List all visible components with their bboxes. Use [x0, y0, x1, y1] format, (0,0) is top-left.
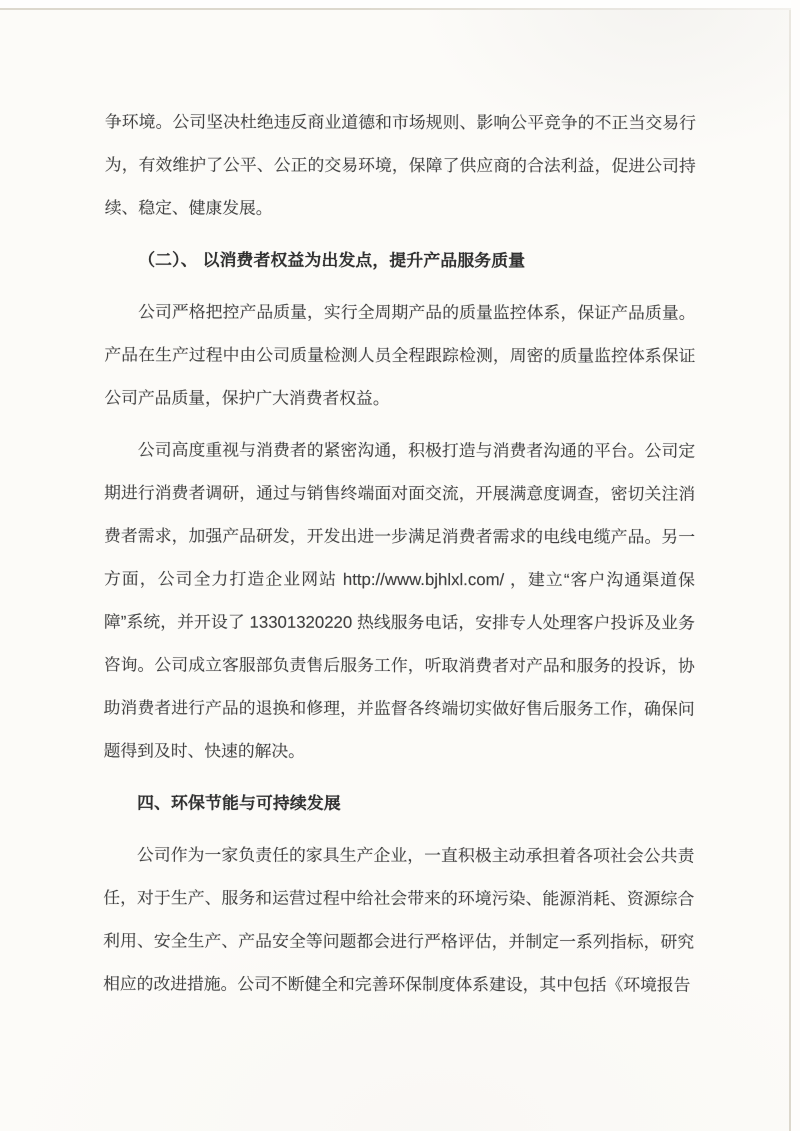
section-heading: 四、环保节能与可持续发展 — [137, 793, 341, 813]
document-content — [103, 100, 696, 1015]
body-paragraph: 公司严格把控产品质量，实行全周期产品的质量监控体系，保证产品质量。产品在生产过程中由公司质量检测人员全程跟踪检测，周密的质量监控体系保证公司产品质量，保护广大消费者权益。 — [104, 302, 696, 408]
scan-edge-right-line — [789, 10, 791, 1131]
body-paragraph: 公司高度重视与消费者的紧密沟通，积极打造与消费者沟通的平台。公司定期进行消费者调研，通过与销售终端面对面交流，开展满意度调查，密切关注消费者需求，加强产品研发，开发出进一步满足消费者需求的电线电缆产品。另一方面，公司全力打造企业网站 http://www.bjhlxl.com/ ，建立“客户沟通渠道保障”系统，并开设了 13301320220 热线服务电话，安排专人处理客户投诉及业务咨询。公司成立客服部负责售后服务工作，听取消费者对产品和服务的投诉，协助消费者进行产品的退换和修理，并监督各终端切实做好售后服务工作，确保问题得到及时、快速的解决。 — [103, 440, 696, 761]
body-paragraph: 公司作为一家负责任的家具生产企业，一直积极主动承担着各项社会公共责任，对于生产、服务和运营过程中给社会带来的环境污染、能源消耗、资源综合利用、安全生产、产品安全等问题都会进行严格评估，并制定一系列指标，研究相应的改进措施。公司不断健全和完善环保制度体系建设，其中包括《环境报告 — [103, 845, 695, 995]
scan-margin-right — [791, 0, 800, 1131]
section-heading: （二）、 以消费者权益为出发点，提升产品服务质量 — [138, 250, 526, 271]
scan-edge-top-line — [0, 8, 800, 10]
body-paragraph: 争环境。公司坚决杜绝违反商业道德和市场规则、影响公平竞争的不正当交易行为，有效维护了公平、公正的交易环境，保障了供应商的合法利益，促进公司持续、稳定、健康发展。 — [104, 112, 696, 218]
scan-margin-top — [0, 0, 800, 8]
